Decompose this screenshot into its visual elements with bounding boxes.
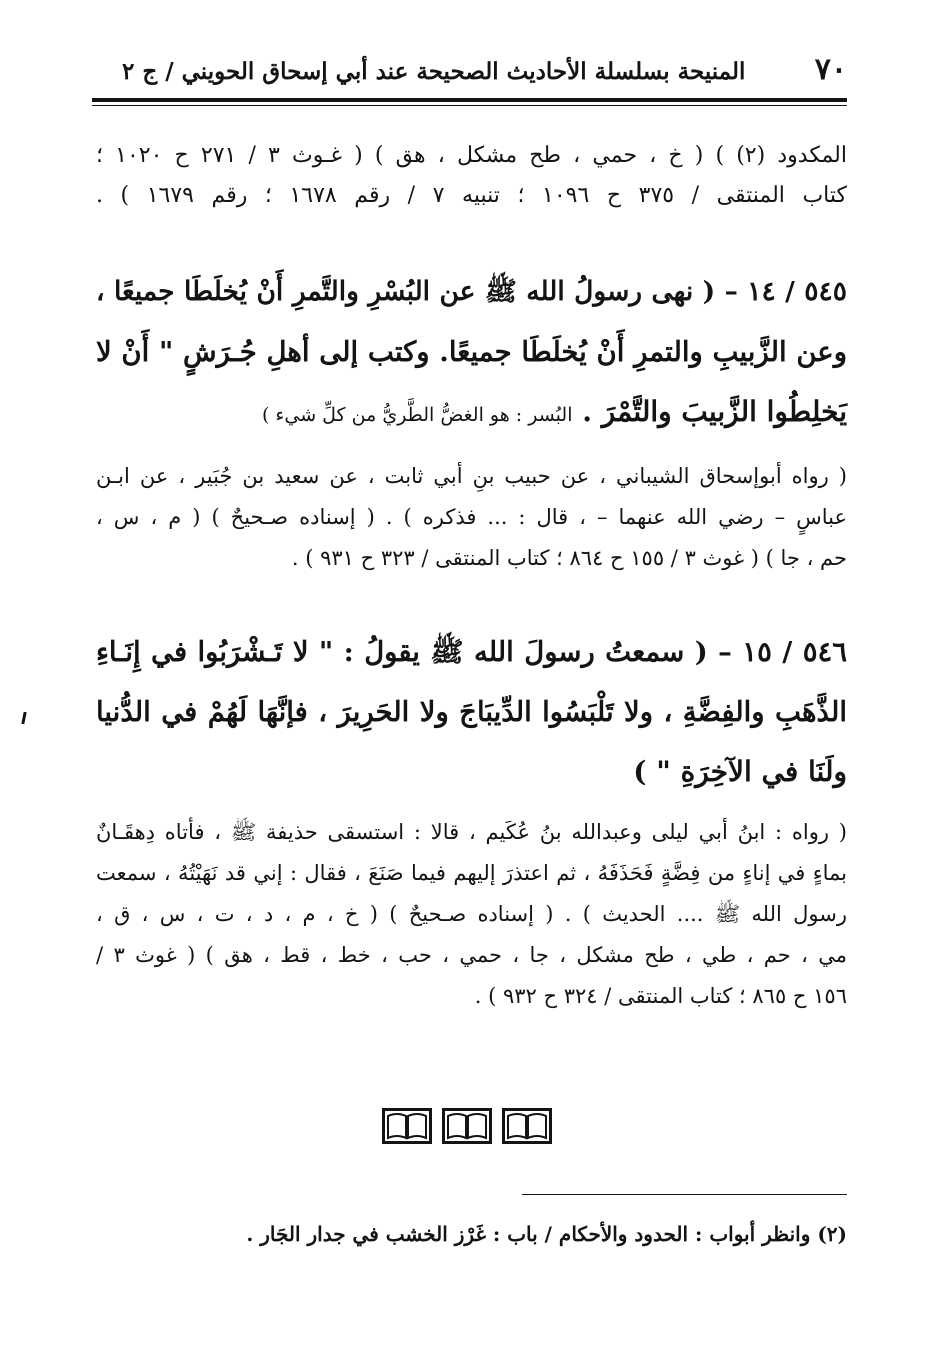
continuation-paragraph [96, 136, 847, 216]
ink-mark [20, 712, 28, 724]
hadith-545 [96, 262, 847, 442]
page-header [92, 50, 847, 96]
source-545 [96, 456, 847, 579]
text-line: المكدود (٢) ) ( خ ، حمي ، طح مشكل ، هق ) ( غـوث ٣ / ٢٧١ ح ١٠٢٠ ؛ [96, 143, 847, 168]
hadith-line: وعن الزَّبيبِ والتمرِ أَنْ يُخلَطَا جميعًا. وكتب إلى أهلِ جُـرَشٍ " أَنْ لا [96, 336, 847, 368]
source-line: ( رواه أبوإسحاق الشيباني ، عن حبيب بنِ أبي ثابت ، عن سعيد بن جُبَير ، عن ابـن [96, 464, 847, 488]
header-rule-thick [92, 98, 847, 102]
source-line: ١٥٦ ح ٨٦٥ ؛ كتاب المنتقى / ٣٢٤ ح ٩٣٢ ) . [474, 984, 847, 1008]
footnote-rule [522, 1194, 847, 1195]
source-line: بماءٍ في إناءٍ من فِضَّةٍ فَحَذَفَهُ ، ثم اعتذرَ إليهم فيما صَنَعَ ، فقال : إني قد نَهَيْتُهُ ، سمعت [96, 861, 847, 885]
open-book-icon [442, 1108, 492, 1144]
source-line: حم ، جا ) ( غوث ٣ / ١٥٥ ح ٨٦٤ ؛ كتاب المنتقى / ٣٢٣ ح ٩٣١ ) . [291, 546, 847, 570]
source-line: رسول الله ﷺ .... الحديث ) . ( إسناده صـحيحٌ ) ( خ ، م ، د ، ت ، س ، ق ، [96, 902, 847, 926]
source-line: ( رواه : ابنُ أبي ليلى وعبدالله بنُ عُكَيم ، قالا : استسقى حذيفة ﷺ ، فأتاه دِهقَـانٌ [96, 820, 847, 844]
header-rule-thin [92, 105, 847, 106]
hadith-line [96, 382, 847, 442]
open-book-icon [502, 1108, 552, 1144]
hadith-line: ٥٤٥ / ١٤ – ( نهى رسولُ الله ﷺ عن البُسْرِ والتَّمرِ أَنْ يُخلَطَا جميعًا ، [96, 276, 847, 307]
hadith-line: ولَنَا في الآخِرَةِ " ) [633, 755, 847, 788]
gloss-note: البُسر : هو الغضُّ الطَّريُّ من كلِّ شيء ) [261, 404, 573, 426]
open-book-icon [382, 1108, 432, 1144]
source-line: عباسٍ – رضي الله عنهما – ، قال : ... فذكره ) . ( إسناده صـحيحٌ ) ( م ، س ، [96, 505, 847, 529]
hadith-line: ٥٤٦ / ١٥ – ( سمعتُ رسولَ الله ﷺ يقولُ : " لا تَـشْرَبُوا في إِنَـاءِ [96, 636, 847, 668]
running-title: المنيحة بسلسلة الأحاديث الصحيحة عند أبي إسحاق الحويني / ج ٢ [122, 58, 746, 85]
footnote: (٢) وانظر أبواب : الحدود والأحكام / باب : غَرْز الخشب في جدار الجَار . [246, 1222, 847, 1246]
text-line: كتاب المنتقى / ٣٧٥ ح ١٠٩٦ ؛ تنبيه ٧ / رقم ١٦٧٨ ؛ رقم ١٦٧٩ ) . [96, 183, 847, 208]
hadith-line: الذَّهَبِ والفِضَّةِ ، ولا تَلْبَسُوا الدِّيبَاجَ ولا الحَرِيرَ ، فإنَّهَا لَهُمْ في الدُّنيا [96, 696, 847, 728]
hadith-546 [96, 622, 847, 802]
hadith-last-line: يَخلِطُوا الزَّبيبَ والتَّمْرَ . [582, 395, 847, 428]
source-546 [96, 812, 847, 1017]
source-line: مي ، حم ، طي ، طح مشكل ، جا ، حمي ، حب ، خط ، قط ، هق ) ( غوث ٣ / [96, 943, 847, 967]
section-ornament [0, 1108, 933, 1148]
page-number: ٧٠ [814, 52, 847, 87]
